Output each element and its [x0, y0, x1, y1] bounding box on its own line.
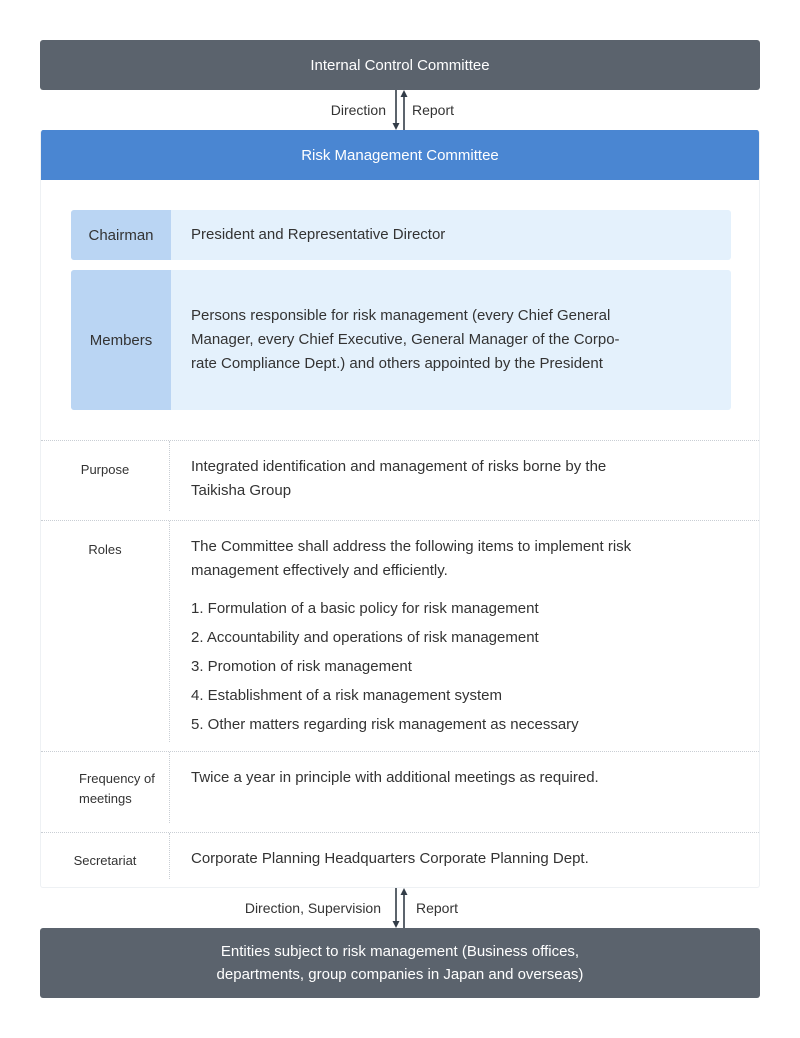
frequency-row [41, 751, 760, 832]
roles-list-item: 1. Formulation of a basic policy for risk management [191, 600, 539, 617]
members-line: Persons responsible for risk management (every Chief General [191, 307, 611, 324]
roles-intro-line: management effectively and efficiently. [191, 562, 448, 579]
members-value [171, 270, 731, 410]
members-line: Manager, every Chief Executive, General Manager of the Corpo- [191, 331, 620, 348]
secretariat-row [41, 832, 760, 888]
roles-list-item: 2. Accountability and operations of risk management [191, 629, 539, 646]
internal-control-committee-box [40, 40, 760, 90]
members-line: rate Compliance Dept.) and others appointed by the President [191, 355, 603, 372]
roles-value [191, 535, 691, 739]
roles-row [41, 520, 760, 751]
bidirectional-arrow-icon [390, 888, 410, 928]
roles-intro-line: The Committee shall address the following items to implement risk [191, 538, 632, 555]
secretariat-value: Corporate Planning Headquarters Corporate Planning Dept. [191, 850, 589, 867]
members-row [71, 270, 731, 410]
entities-subject-line: departments, group companies in Japan and overseas) [216, 966, 584, 983]
purpose-line: Taikisha Group [191, 482, 292, 499]
risk-management-committee-panel [40, 130, 760, 888]
chairman-value: President and Representative Director [191, 226, 446, 243]
entities-subject-box [40, 928, 760, 998]
report-label: Report [416, 900, 459, 916]
risk-management-committee-title: Risk Management Committee [301, 146, 499, 164]
secretariat-label: Secretariat [41, 833, 170, 879]
frequency-value: Twice a year in principle with additional meetings as required. [191, 769, 599, 786]
report-label: Report [412, 102, 455, 118]
roles-list-item: 5. Other matters regarding risk management as necessary [191, 716, 579, 733]
roles-list [191, 594, 691, 739]
internal-control-committee-title: Internal Control Committee [310, 56, 490, 74]
bidirectional-arrow-icon [390, 90, 410, 130]
members-label: Members [71, 270, 171, 410]
frequency-label [41, 752, 170, 823]
frequency-label-line: Frequency of [79, 771, 155, 786]
purpose-label: Purpose [41, 441, 170, 511]
purpose-line: Integrated identification and management of risks borne by the [191, 458, 607, 475]
purpose-row [41, 440, 760, 520]
entities-subject-line: Entities subject to risk management (Business offices, [220, 943, 580, 960]
roles-label: Roles [41, 521, 170, 742]
direction-supervision-label: Direction, Supervision [244, 900, 381, 916]
frequency-label-line: meetings [79, 791, 132, 806]
roles-list-item: 3. Promotion of risk management [191, 658, 412, 675]
chairman-label: Chairman [71, 210, 171, 260]
direction-label: Direction [330, 102, 386, 118]
bottom-arrow-connector [0, 888, 800, 928]
roles-list-item: 4. Establishment of a risk management system [191, 687, 502, 704]
chairman-row [71, 210, 731, 260]
top-arrow-connector [0, 90, 800, 130]
purpose-value [191, 455, 691, 503]
risk-management-committee-header [41, 130, 759, 180]
